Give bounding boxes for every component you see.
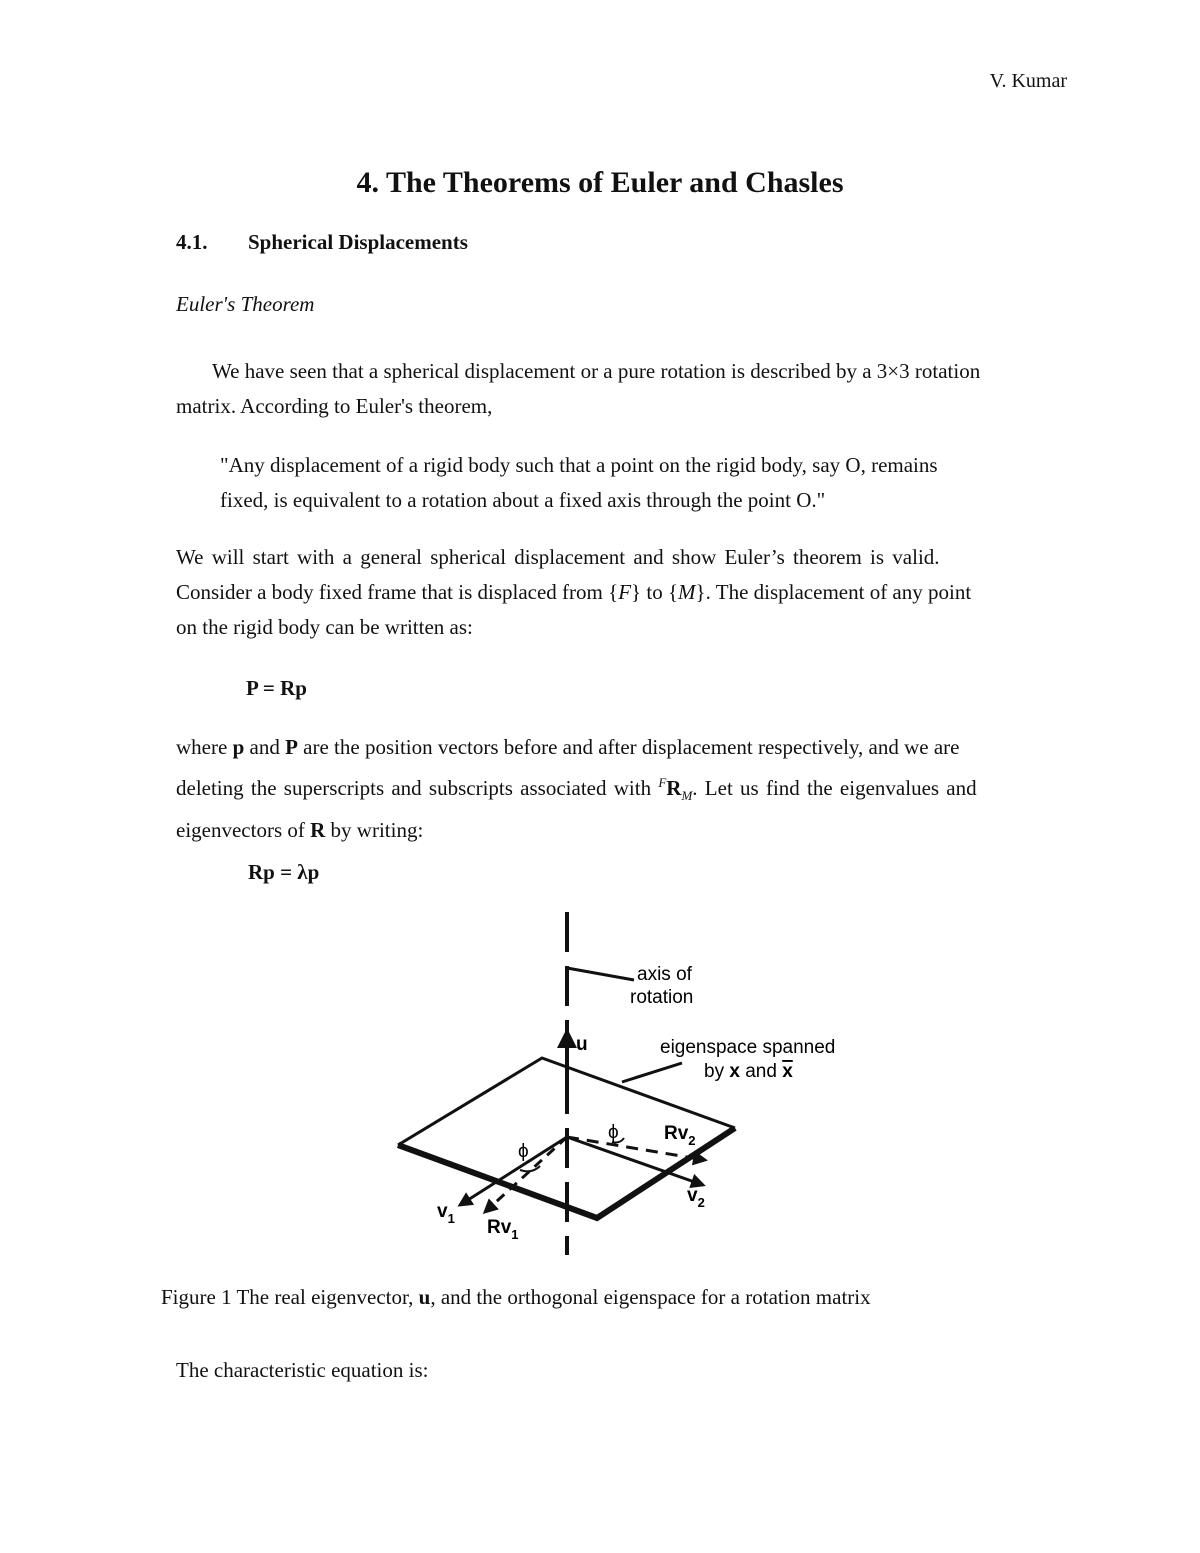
paragraph-displacement (176, 540, 1076, 645)
figure-caption (161, 1285, 871, 1310)
frame-symbol: M (678, 580, 696, 604)
author-header: V. Kumar (989, 70, 1067, 92)
text-fragment: are the position vectors before and after displacement respectively, and we are (297, 735, 960, 759)
paragraph-characteristic: The characteristic equation is: (176, 1358, 429, 1382)
text-line (176, 730, 1076, 765)
matrix-symbol: R (310, 818, 326, 843)
eigenspace-figure (380, 905, 836, 1265)
axis-label-line1: axis of (637, 964, 692, 985)
chapter-title: 4. The Theorems of Euler and Chasles (356, 166, 844, 199)
rv2-label (664, 1123, 696, 1148)
label-text: Rv (664, 1123, 689, 1144)
text-line: "Any displacement of a rigid body such that a point on the rigid body, say O, remains (220, 453, 938, 477)
label-subscript: 2 (688, 1133, 696, 1148)
phi-arc-1 (520, 1166, 540, 1171)
text-line (176, 765, 1076, 813)
text-fragment: }. The displacement of any point (695, 580, 972, 604)
text-fragment: where (176, 735, 233, 759)
text-line: on the rigid body can be written as: (176, 615, 473, 639)
equation-eigen: Rp = λp (248, 860, 320, 884)
xbar-symbol: x (782, 1061, 793, 1082)
vector-symbol: P (285, 735, 298, 759)
label-subscript: 2 (697, 1195, 705, 1210)
text-fragment: deleting the superscripts and subscripts associated with (176, 776, 659, 800)
equation-displacement: P = Rp (246, 676, 307, 700)
eigenspace-leader-line (622, 1063, 682, 1082)
subheading: Euler's Theorem (176, 292, 315, 316)
vector-symbol: u (418, 1285, 431, 1309)
vector-symbol: p (232, 735, 245, 759)
text-fragment: and (244, 735, 286, 759)
label-text: Rv (487, 1217, 512, 1238)
axis-label-line2: rotation (630, 987, 694, 1008)
x-symbol: x (729, 1061, 740, 1082)
paragraph-intro (176, 354, 1076, 424)
text-line: We have seen that a spherical displacement or a pure rotation is described by a 3×3 rotation (212, 359, 981, 383)
text-line: fixed, is equivalent to a rotation about a fixed axis through the point O." (220, 488, 826, 512)
label-subscript: 1 (447, 1211, 455, 1226)
text-fragment: by writing: (325, 818, 424, 843)
v1-label (437, 1201, 455, 1226)
text-fragment: , and the orthogonal eigenspace for a rotation matrix (430, 1285, 871, 1309)
label-text: v (437, 1201, 448, 1222)
subscript: M (681, 788, 693, 804)
text-fragment: Consider a body fixed frame that is displaced from { (176, 580, 619, 604)
matrix-symbol: R (666, 776, 682, 800)
text-line: We will start with a general spherical displacement and show Euler’s theorem is valid. (176, 545, 940, 569)
euler-quote (220, 448, 1060, 518)
text-line (176, 575, 1076, 610)
rv1-label (487, 1217, 519, 1242)
superscript: F (658, 775, 667, 790)
label-subscript: 1 (511, 1227, 519, 1242)
section-title: Spherical Displacements (248, 230, 468, 254)
eigenspace-label-line1: eigenspace spanned (660, 1037, 836, 1058)
eigenspace-label-line2 (704, 1061, 793, 1082)
phi-label-2: ϕ (608, 1122, 619, 1143)
axis-leader-line (567, 968, 634, 980)
frame-symbol: F (618, 580, 632, 604)
section-number: 4.1. (176, 230, 208, 254)
text-fragment: eigenvectors of (176, 818, 311, 843)
text-line: matrix. According to Euler's theorem, (176, 394, 493, 418)
label-text: v (687, 1185, 698, 1206)
text-fragment: and (739, 1061, 783, 1082)
phi-label-1: ϕ (518, 1141, 529, 1162)
text-line (176, 813, 1076, 848)
text-fragment: Figure 1 The real eigenvector, (161, 1285, 419, 1309)
paragraph-eigen (176, 730, 1076, 848)
text-fragment: by (704, 1061, 730, 1082)
text-fragment: } to { (631, 580, 679, 604)
u-label: u (576, 1034, 588, 1055)
text-fragment: . Let us find the eigenvalues and (692, 776, 977, 800)
v2-label (687, 1185, 705, 1210)
